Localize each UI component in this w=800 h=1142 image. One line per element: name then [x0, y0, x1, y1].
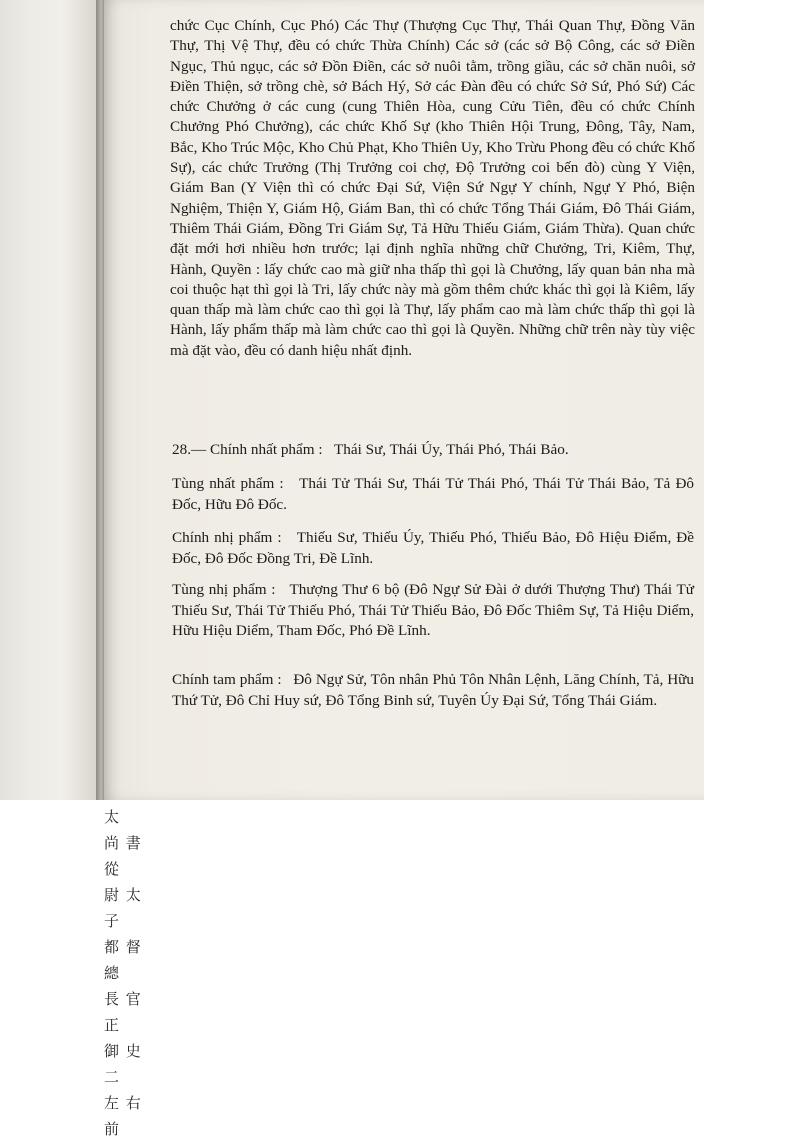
rank-entry-chinh-tam-pham [172, 670, 694, 711]
left-page-cjk-column: 太 尚 書 從 尉 太 子 都 督 總 長 官 正 御 史 二 左 右 前 [104, 808, 142, 1138]
entry-label: Tùng nhất phẩm : [172, 475, 284, 492]
entry-label: Chính tam phẩm : [172, 671, 282, 688]
entry-text: Thiếu Sư, Thiếu Úy, Thiếu Phó, Thiếu Bảo, Đô Hiệu Điểm, Đề Đốc, Đô Đốc Đồng Tri, Đề Lĩnh. [172, 529, 695, 567]
rank-entry-tung-nhat-pham [172, 474, 694, 515]
main-paragraph [170, 16, 695, 361]
rank-entry-tung-nhi-pham [172, 580, 694, 642]
left-page-gutter [0, 0, 104, 800]
right-background [704, 0, 800, 800]
entry-label: Chính nhị phẩm : [172, 529, 282, 546]
entry-text: Thượng Thư 6 bộ (Đô Ngự Sử Đài ở dưới Thượng Thư) Thái Tử Thiếu Sư, Thái Tử Thiếu Phó, Thái Tử Thiếu Bảo, Đô Đốc Thiêm Sự, Tả Hiệu Diểm, Hữu Hiệu Diểm, Tham Đốc, Phó Đề Lĩnh. [172, 581, 695, 639]
rank-entry-chinh-nhi-pham [172, 528, 694, 569]
entry-text: Đô Ngự Sử, Tôn nhân Phủ Tôn Nhân Lệnh, Lăng Chính, Tả, Hữu Thứ Tử, Đô Chỉ Huy sứ, Đô Tổng Binh sứ, Tuyên Úy Đại Sứ, Tổng Thái Giám. [172, 671, 695, 709]
entry-label: 28.— Chính nhất phẩm : [172, 441, 323, 458]
entry-text: Thái Tử Thái Sư, Thái Tử Thái Phó, Thái Tử Thái Bảo, Tả Đô Đốc, Hữu Đô Đốc. [172, 475, 695, 513]
entry-text: Thái Sư, Thái Úy, Thái Phó, Thái Bảo. [334, 441, 569, 458]
entry-label: Tùng nhị phẩm : [172, 581, 276, 598]
book-spine-shadow [96, 0, 102, 800]
paragraph-body: chức Cục Chính, Cục Phó) Các Thự (Thượng Cục Thự, Thái Quan Thự, Đồng Văn Thự, Thị Vệ Thự, đều có chức Thừa Chính) Các sở (các sở Bộ Công, các sở Điền Ngục, Thủ ngục, các sở Đồn Điền, các sở nuôi tằm, trồng giầu, các sở chăn nuôi, sở Điền Thiện, sở trồng chè, sở Bách Hý, Sở các Đàn đều có chức Sở Sứ, Phó Sứ) Các chức Chưởng ở các cung (cung Thiên Hòa, cung Cửu Tiên, đều có chức Chính Chưởng Phó Chưởng), các chức Khố Sự (kho Thiên Hội Trung, Đông, Tây, Nam, Bắc, Kho Trúc Mộc, Kho Chủ Phạt, Kho Thiên Uy, Kho Trừu Phong đều có chức Khố Sự), các chức Trưởng (Thị Trưởng coi chợ, Độ Trưởng coi bến đò) cùng Y Viện, Giám Ban (Y Viện thì có chức Đại Sứ, Viện Sứ Ngự Y chính, Ngự Y Phó, Biện Nghiệm, Thiện Y, Giám Hộ, Giám Ban, thì có chức Tổng Thái Giám, Đô Thái Giám, Thiêm Thái Giám, Đồng Tri Giám Sự, Tả Hữu Thiếu Giám, Giám Thừa). Quan chức đặt mới hơi nhiều hơn trước; lại định nghĩa những chữ Chưởng, Tri, Kiêm, Thự, Hành, Quyền : lấy chức cao mà giữ nha thấp thì gọi là Chưởng, lấy quan bản nha mà coi thuộc hạt thì gọi là Tri, lấy chức này mà gồm thêm chức khác thì gọi là Kiêm, lấy quan thấp mà làm chức cao thì gọi là Thự, lấy phẩm cao mà làm chức thấp thì gọi là Hành, lấy phẩm thấp mà làm chức cao thì gọi là Quyền. Những chữ trên này tùy việc mà đặt vào, đều có danh hiệu nhất định. [170, 17, 695, 359]
rank-entry-chinh-nhat-pham [172, 440, 694, 461]
